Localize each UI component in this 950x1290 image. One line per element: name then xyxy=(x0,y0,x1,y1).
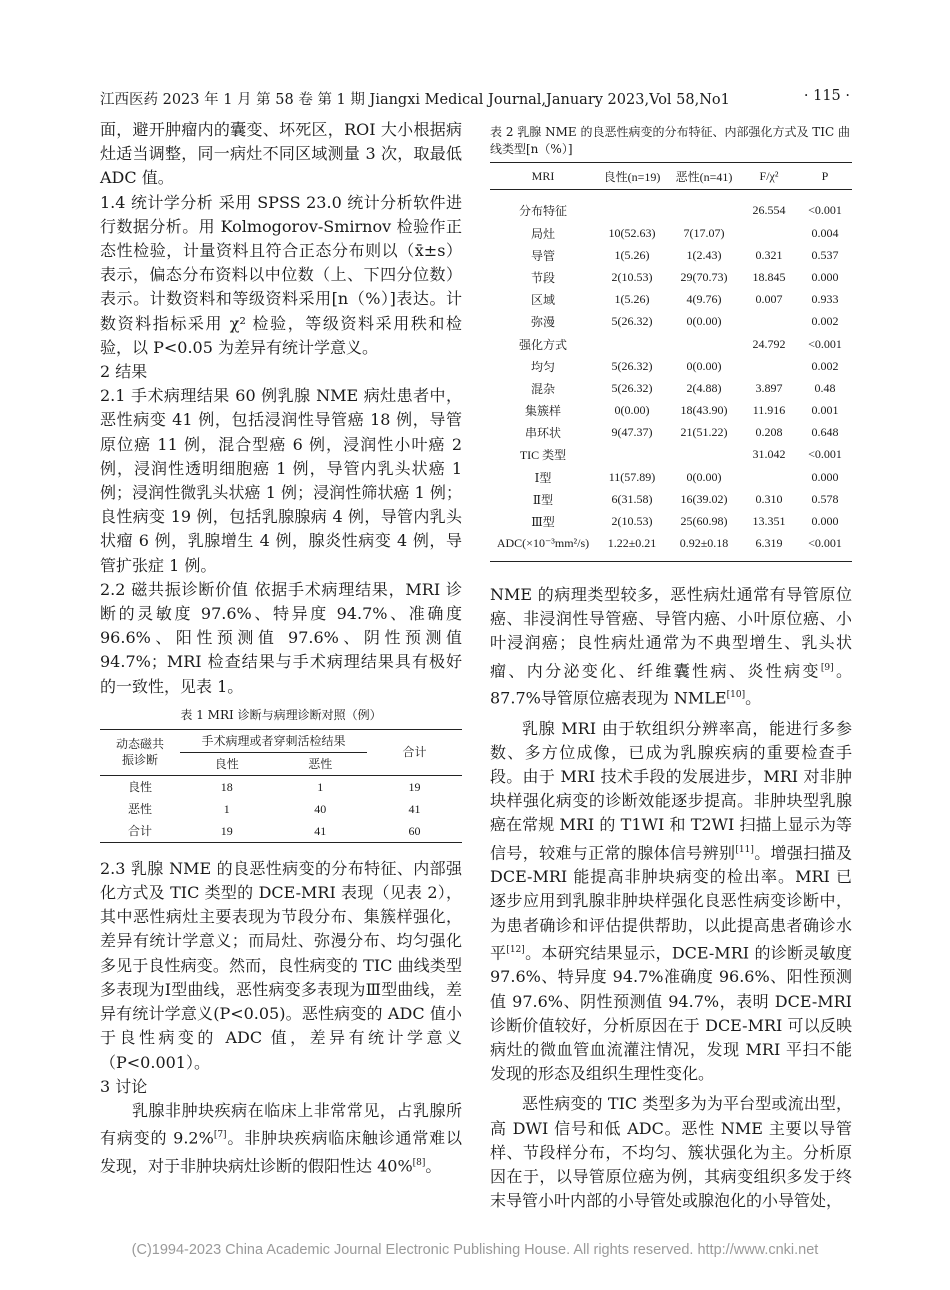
t2-cell-label: 区域 xyxy=(530,293,555,308)
t2-cell-benign: 10(52.63) xyxy=(608,225,656,240)
t2-cell-malignant: 0(0.00) xyxy=(686,314,722,329)
discussion-paragraph-3: 乳腺 MRI 由于软组织分辨率高，能进行多参数、多方位成像，已成为乳腺疾病的重要检查手段。由于 MRI 技术手段的发展进步，MRI 对非肿块样强化病变的诊断效能逐步提高。非肿块型乳腺癌在常规 MRI 的 T1WI 和 T2WI 扫描上显示为等信号，较难与正常的腺体信号辨别[11]。增强扫描及 DCE-MRI 能提高非肿块病变的检出率。MRI 已逐步应用到乳腺非肿块样强化良恶性病变诊断中，为患者确诊和评估提供帮助，以此提高患者确诊水平[12]。本研究结果显示，DCE-MRI 的诊断灵敏度 97.6%、特异度 94.7%准确度 96.6%、阳性预测值 97.6%、阴性预测值 94.7%，表明 DCE-MRI 诊断价值较好，分析原因在于 DCE-MRI 可以反映病灶的微血管血流灌注情况，发现 MRI 平扫不能发现的形态及组织生理性变化。 xyxy=(490,718,852,1084)
t2-cell-label: 节段 xyxy=(530,270,555,285)
t2-cell-label: 局灶 xyxy=(530,226,555,241)
t2-cell-benign: 9(47.37) xyxy=(611,425,653,440)
t2-cell-benign xyxy=(596,333,668,355)
t2-cell-p: 0.537 xyxy=(811,247,839,262)
paragraph: 面，避开肿瘤内的囊变、坏死区，ROI 大小根据病灶适当调整，同一病灶不同区域测量 3 次，取最低 ADC 值。 xyxy=(100,120,462,188)
table-row xyxy=(490,289,852,311)
t2-cell-label: 集簇样 xyxy=(524,404,561,419)
t2-cell-benign: 1(5.26) xyxy=(614,292,650,307)
t1-group-header: 手术病理或者穿刺活检结果 xyxy=(180,729,367,752)
section-2-2: 2.2 磁共振诊断价值 依据手术病理结果，MRI 诊断的灵敏度 97.6%、特异度 94.7%、准确度 96.6%、阳性预测值 97.6%、阴性预测值 94.7%；MRI 检查结果与手术病理结果具有极好的一致性，见表 1。 xyxy=(100,579,462,696)
t2-cell-benign: 1(5.26) xyxy=(614,247,650,262)
discussion-paragraph-1: 乳腺非肿块疾病在临床上非常常见，占乳腺所有病变的 9.2%[7]。非肿块疾病临床触诊通常难以发现，对于非肿块病灶诊断的假阳性达 40%[8]。 xyxy=(100,1100,462,1175)
t2-col-malignant: 恶性(n=41) xyxy=(668,163,740,190)
t2-cell-label: Ⅰ型 xyxy=(534,470,552,485)
t2-cell-p: 0.48 xyxy=(814,380,836,395)
t2-cell-f: 0.310 xyxy=(755,491,783,506)
t2-cell-malignant xyxy=(668,190,740,223)
t2-cell-benign: 5(26.32) xyxy=(611,358,653,373)
t2-cell-f: 3.897 xyxy=(755,380,783,395)
t2-cell-f xyxy=(740,466,798,488)
t2-cell-label: 强化方式 xyxy=(518,337,567,352)
t2-cell-malignant: 4(9.76) xyxy=(686,292,722,307)
t2-cell-f xyxy=(740,355,798,377)
t2-col-benign: 良性(n=19) xyxy=(596,163,668,190)
table-row xyxy=(490,488,852,510)
t2-cell-p: <0.001 xyxy=(808,447,842,462)
t2-cell-benign xyxy=(596,190,668,223)
t1-total-header: 合计 xyxy=(402,745,427,760)
t2-cell-f: 31.042 xyxy=(752,447,786,462)
table-row xyxy=(490,311,852,333)
discussion-paragraph-4: 恶性病变的 TIC 类型多为为平台型或流出型，高 DWI 信号和低 ADC。恶性 NME 主要以导管样、节段样分布，不均匀、簇状强化为主。分析原因在于，以导管原位癌为例，其病变组织多发于终末导管小叶内部的小导管处或腺泡化的小导管处， xyxy=(490,1094,852,1211)
t2-cell-f: 6.319 xyxy=(755,536,783,551)
t2-cell-label: Ⅲ型 xyxy=(531,515,555,530)
t2-cell-label: Ⅱ型 xyxy=(532,492,554,507)
t2-cell-p: <0.001 xyxy=(808,202,842,217)
t2-cell-p: 0.001 xyxy=(811,403,839,418)
t2-cell-f: 0.208 xyxy=(755,425,783,440)
t2-col-f: F/χ² xyxy=(740,163,798,190)
table-row xyxy=(490,510,852,532)
running-header xyxy=(100,88,850,114)
t2-cell-malignant: 21(51.22) xyxy=(680,425,728,440)
section-2-3: 2.3 乳腺 NME 的良恶性病变的分布特征、内部强化方式及 TIC 类型的 DCE-MRI 表现（见表 2），其中恶性病灶主要表现为节段分布、集簇样强化，差异有统计学意义；而局灶、弥漫分布、均匀强化多见于良性病变。然而，良性病变的 TIC 曲线类型多表现为Ⅰ型曲线，恶性病变多表现为Ⅲ型曲线，差异有统计学意义(P<0.05)。恶性病变的 ADC 值小于良性病变的 ADC 值，差异有统计学意义（P<0.001）。 xyxy=(100,858,462,1072)
table-row xyxy=(490,244,852,266)
t2-cell-p: 0.933 xyxy=(811,292,839,307)
t2-cell-label: 均匀 xyxy=(530,359,555,374)
page-number: · 115 · xyxy=(803,88,850,104)
t2-cell-label: 分布特征 xyxy=(518,203,567,218)
section-2-1: 2.1 手术病理结果 60 例乳腺 NME 病灶患者中，恶性病变 41 例，包括浸润性导管癌 18 例，导管原位癌 11 例，混合型癌 6 例，浸润性小叶癌 2 例，浸润性透明细胞癌 1 例，导管内乳头状癌 1 例；浸润性微乳头状癌 1 例；浸润性筛状癌 1 例；良性病变 19 例，包括乳腺腺病 4 例，导管内乳头状瘤 6 例，乳腺增生 4 例，腺炎性病变 4 例，导管扩张症 1 例。 xyxy=(100,386,462,575)
t2-cell-p: 0.000 xyxy=(811,269,839,284)
left-column xyxy=(100,118,462,1178)
t2-cell-f: 26.554 xyxy=(752,202,786,217)
table-row xyxy=(490,266,852,288)
t2-cell-benign xyxy=(596,444,668,466)
t2-cell-f: 13.351 xyxy=(752,514,786,529)
t2-cell-malignant: 29(70.73) xyxy=(680,269,728,284)
t2-cell-label: 导管 xyxy=(530,248,555,263)
t2-cell-benign: 1.22±0.21 xyxy=(607,536,657,551)
section-heading-discussion: 3 讨论 xyxy=(100,1076,148,1096)
table-row xyxy=(490,190,852,223)
t2-cell-p: <0.001 xyxy=(808,536,842,551)
t2-cell-benign: 6(31.58) xyxy=(611,491,653,506)
t2-cell-benign: 5(26.32) xyxy=(611,380,653,395)
table-row xyxy=(490,222,852,244)
table-row: 恶性 1 40 41 xyxy=(127,801,421,816)
t2-cell-f: 24.792 xyxy=(752,336,786,351)
table-row xyxy=(490,377,852,399)
table-row xyxy=(490,466,852,488)
table-row xyxy=(490,533,852,562)
t2-cell-malignant: 0(0.00) xyxy=(686,358,722,373)
t2-cell-benign: 0(0.00) xyxy=(614,403,650,418)
t2-cell-f: 18.845 xyxy=(752,269,786,284)
table2-block xyxy=(490,124,852,562)
table-row: 良性 18 1 19 xyxy=(100,775,462,798)
t2-col-p: P xyxy=(798,163,852,190)
t2-cell-p: 0.002 xyxy=(811,358,839,373)
t2-cell-malignant xyxy=(668,333,740,355)
t2-cell-f xyxy=(740,311,798,333)
table2-caption: 表 2 乳腺 NME 的良恶性病变的分布特征、内部强化方式及 TIC 曲线类型[n（%）] xyxy=(490,125,850,156)
t1-benign-header: 良性 xyxy=(180,752,273,775)
t2-cell-f: 11.916 xyxy=(752,403,786,418)
table-row xyxy=(490,333,852,355)
t2-cell-p: 0.648 xyxy=(811,425,839,440)
section-1-4: 1.4 统计学分析 采用 SPSS 23.0 统计分析软件进行数据分析。用 Kolmogorov-Smirnov 检验作正态性检验，计量资料且符合正态分布则以（x̄±s）表示，偏态分布资料以中位数（上、下四分位数）表示。计数资料和等级资料采用[n（%）]表达。计数资料指标采用 χ² 检验，等级资料采用秩和检验，以 P<0.05 为差异有统计学意义。 xyxy=(100,192,462,357)
discussion-paragraph-2: NME 的病理类型较多，恶性病灶通常有导管原位癌、非浸润性导管癌、导管内癌、小叶原位癌、小叶浸润癌；良性病灶通常为不典型增生、乳头状瘤、内分泌变化、纤维囊性病、炎性病变[9]。87.7%导管原位癌表现为 NMLE[10]。 xyxy=(490,585,852,708)
t1-malignant-header: 恶性 xyxy=(273,752,367,775)
t2-cell-p: <0.001 xyxy=(808,336,842,351)
table1 xyxy=(100,729,462,843)
t2-cell-p: 0.002 xyxy=(811,314,839,329)
t2-cell-f: 0.007 xyxy=(755,292,783,307)
t2-cell-f xyxy=(740,222,798,244)
journal-info: 江西医药 2023 年 1 月 第 58 卷 第 1 期 Jiangxi Medical Journal,January 2023,Vol 58,No1 xyxy=(100,92,730,108)
right-column xyxy=(490,583,852,1213)
t2-cell-malignant: 0.92±0.18 xyxy=(679,536,729,551)
t2-cell-benign: 11(57.89) xyxy=(608,469,656,484)
copyright-footer: (C)1994-2023 China Academic Journal Electronic Publishing House. All rights reserved. http://www.cnki.net xyxy=(131,1242,819,1258)
t2-cell-malignant: 18(43.90) xyxy=(680,403,728,418)
t2-cell-p: 0.004 xyxy=(811,225,839,240)
t2-cell-malignant: 7(17.07) xyxy=(683,225,725,240)
t2-cell-label: ADC(×10⁻³mm²/s) xyxy=(496,536,590,551)
t2-cell-p: 0.000 xyxy=(811,514,839,529)
t2-cell-p: 0.000 xyxy=(811,469,839,484)
t2-cell-f: 0.321 xyxy=(755,247,783,262)
table-row xyxy=(490,422,852,444)
table-row xyxy=(490,444,852,466)
t2-cell-label: 串环状 xyxy=(524,426,561,441)
t2-cell-malignant xyxy=(668,444,740,466)
t2-cell-benign: 2(10.53) xyxy=(611,269,653,284)
section-heading-results: 2 结果 xyxy=(100,362,148,382)
t2-cell-malignant: 0(0.00) xyxy=(686,469,722,484)
t2-cell-benign: 5(26.32) xyxy=(611,314,653,329)
t2-cell-p: 0.578 xyxy=(811,491,839,506)
table-row: 合计 19 41 60 xyxy=(127,823,421,838)
t2-cell-malignant: 25(60.98) xyxy=(680,514,728,529)
t2-cell-malignant: 2(4.88) xyxy=(686,380,722,395)
t2-cell-label: TIC 类型 xyxy=(519,448,567,463)
t2-cell-benign: 2(10.53) xyxy=(611,514,653,529)
t2-col-mri: MRI xyxy=(490,163,596,190)
t2-cell-label: 混杂 xyxy=(530,381,555,396)
table-row xyxy=(490,355,852,377)
table2 xyxy=(490,162,852,562)
t2-cell-label: 弥漫 xyxy=(530,315,555,330)
table1-caption: 表 1 MRI 诊断与病理诊断对照（例） xyxy=(180,707,382,722)
t1-rowhead: 动态磁共 振诊断 xyxy=(115,737,164,768)
t2-cell-malignant: 1(2.43) xyxy=(686,247,722,262)
table-row xyxy=(490,400,852,422)
t2-cell-malignant: 16(39.02) xyxy=(680,491,728,506)
